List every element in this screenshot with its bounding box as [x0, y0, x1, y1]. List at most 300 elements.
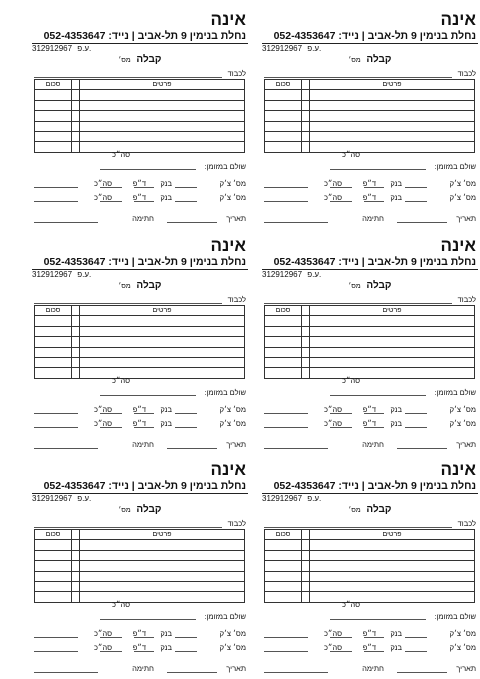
item-subunit-cell[interactable] — [72, 131, 80, 141]
item-row — [265, 368, 475, 378]
business-address: נחלת בנימין 9 תל-אביב | נייד: 052-4353647 — [273, 256, 476, 268]
item-subunit-cell[interactable] — [72, 316, 80, 326]
item-subunit-cell[interactable] — [302, 592, 310, 602]
check-number-label: מס׳ צ׳ק — [449, 643, 476, 652]
item-row — [35, 326, 245, 336]
item-details-cell[interactable] — [80, 357, 245, 367]
item-amount-cell[interactable] — [265, 347, 302, 357]
receipt-number-label: מס׳ — [348, 283, 361, 290]
item-amount-cell[interactable] — [265, 592, 302, 602]
item-subunit-cell[interactable] — [72, 540, 80, 550]
item-subunit-cell[interactable] — [302, 142, 310, 152]
item-subunit-cell[interactable] — [302, 111, 310, 121]
item-amount-cell[interactable] — [265, 142, 302, 152]
to-label: לכבוד — [457, 519, 476, 528]
to-field[interactable] — [34, 77, 222, 78]
check-sum-field[interactable] — [34, 201, 78, 202]
to-label: לכבוד — [457, 295, 476, 304]
item-details-cell[interactable] — [310, 326, 475, 336]
item-row — [265, 337, 475, 347]
check-sum-label: סה״כ — [93, 629, 112, 638]
item-subunit-cell[interactable] — [72, 100, 80, 110]
amount-column-header: סכום — [265, 80, 302, 90]
business-name: אינה — [440, 10, 476, 29]
receipt-number-label: מס׳ — [348, 507, 361, 514]
item-amount-cell[interactable] — [265, 357, 302, 367]
check-sum-field[interactable] — [34, 427, 78, 428]
item-amount-cell[interactable] — [35, 90, 72, 100]
receipt-heading — [262, 280, 478, 291]
business-id — [262, 494, 321, 503]
item-row — [35, 337, 245, 347]
item-amount-cell[interactable] — [35, 550, 72, 560]
item-subunit-cell[interactable] — [302, 90, 310, 100]
date-label: תאריך — [456, 664, 476, 673]
business-id-number: 312912967 — [262, 44, 303, 53]
signature-field[interactable] — [34, 448, 98, 449]
date-field[interactable] — [167, 222, 217, 223]
business-name: אינה — [210, 460, 246, 479]
item-row — [265, 100, 475, 110]
item-row — [35, 100, 245, 110]
bank-label: בנק — [160, 643, 172, 652]
bank-label: בנק — [390, 419, 402, 428]
business-id-label: ע.פ. — [307, 44, 322, 53]
item-details-cell[interactable] — [310, 316, 475, 326]
item-subunit-cell[interactable] — [72, 326, 80, 336]
paid-cash-label: שולם במזומן: — [434, 162, 476, 171]
item-subunit-cell[interactable] — [302, 121, 310, 131]
check-number-label: מס׳ צ׳ק — [219, 193, 246, 202]
business-address: נחלת בנימין 9 תל-אביב | נייד: 052-4353647 — [273, 480, 476, 492]
item-amount-cell[interactable] — [35, 368, 72, 378]
item-subunit-cell[interactable] — [302, 571, 310, 581]
check-number-field[interactable] — [175, 651, 197, 652]
date-label: תאריך — [226, 214, 246, 223]
item-details-cell[interactable] — [80, 121, 245, 131]
item-details-cell[interactable] — [80, 111, 245, 121]
date-label: תאריך — [226, 440, 246, 449]
item-subunit-cell[interactable] — [302, 316, 310, 326]
item-amount-cell[interactable] — [265, 316, 302, 326]
item-amount-cell[interactable] — [265, 90, 302, 100]
item-row — [35, 90, 245, 100]
item-subunit-cell[interactable] — [302, 326, 310, 336]
item-subunit-cell[interactable] — [72, 111, 80, 121]
to-field[interactable] — [264, 77, 452, 78]
check-sum-field[interactable] — [264, 201, 308, 202]
total-label: סה״כ — [111, 150, 130, 159]
bank-label: בנק — [160, 419, 172, 428]
item-amount-cell[interactable] — [35, 357, 72, 367]
check-number-field[interactable] — [175, 201, 197, 202]
check-number-label: מס׳ צ׳ק — [219, 643, 246, 652]
paid-cash-label: שולם במזומן: — [434, 612, 476, 621]
item-amount-cell[interactable] — [35, 571, 72, 581]
item-details-cell[interactable] — [310, 592, 475, 602]
paid-cash-field[interactable] — [330, 395, 426, 396]
check-sum-field[interactable] — [264, 427, 308, 428]
check-number-label: מס׳ צ׳ק — [449, 419, 476, 428]
item-details-cell[interactable] — [310, 571, 475, 581]
item-subunit-cell[interactable] — [302, 337, 310, 347]
check-number-label: מס׳ צ׳ק — [219, 419, 246, 428]
subunit-column-header — [302, 306, 310, 316]
item-details-cell[interactable] — [310, 337, 475, 347]
date-field[interactable] — [167, 672, 217, 673]
branch-label: ד״פ — [362, 405, 376, 414]
amount-column-header: סכום — [35, 80, 72, 90]
details-column-header: פרטים — [310, 306, 475, 316]
total-label: סה״כ — [341, 150, 360, 159]
item-subunit-cell[interactable] — [72, 90, 80, 100]
item-row — [265, 357, 475, 367]
check-sum-label: סה״כ — [323, 629, 342, 638]
item-subunit-cell[interactable] — [302, 368, 310, 378]
to-field[interactable] — [34, 303, 222, 304]
item-details-cell[interactable] — [310, 550, 475, 560]
check-number-label: מס׳ צ׳ק — [219, 405, 246, 414]
item-details-cell[interactable] — [310, 581, 475, 591]
receipt-number-label: מס׳ — [118, 283, 131, 290]
date-field[interactable] — [397, 222, 447, 223]
business-address: נחלת בנימין 9 תל-אביב | נייד: 052-4353647 — [43, 256, 246, 268]
item-subunit-cell[interactable] — [72, 368, 80, 378]
item-amount-cell[interactable] — [265, 571, 302, 581]
item-row — [35, 540, 245, 550]
check-number-field[interactable] — [405, 637, 427, 638]
check-number-field[interactable] — [405, 651, 427, 652]
receipt-number-label: מס׳ — [348, 57, 361, 64]
receipt-number-label: מס׳ — [118, 507, 131, 514]
item-subunit-cell[interactable] — [72, 347, 80, 357]
item-details-cell[interactable] — [80, 592, 245, 602]
item-details-cell[interactable] — [80, 550, 245, 560]
item-subunit-cell[interactable] — [72, 550, 80, 560]
item-amount-cell[interactable] — [265, 561, 302, 571]
check-number-label: מס׳ צ׳ק — [219, 629, 246, 638]
check-number-label: מס׳ צ׳ק — [449, 405, 476, 414]
check-number-field[interactable] — [405, 413, 427, 414]
paid-cash-label: שולם במזומן: — [204, 162, 246, 171]
paid-cash-field[interactable] — [100, 395, 196, 396]
details-column-header: פרטים — [310, 530, 475, 540]
check-number-field[interactable] — [175, 187, 197, 188]
item-amount-cell[interactable] — [265, 368, 302, 378]
bank-label: בנק — [160, 405, 172, 414]
check-number-field[interactable] — [175, 637, 197, 638]
item-subunit-cell[interactable] — [72, 142, 80, 152]
item-row — [265, 316, 475, 326]
business-id-number: 312912967 — [262, 494, 303, 503]
paid-cash-field[interactable] — [100, 619, 196, 620]
check-sum-label: סה״כ — [323, 179, 342, 188]
item-row — [35, 571, 245, 581]
item-subunit-cell[interactable] — [302, 561, 310, 571]
item-details-cell[interactable] — [310, 100, 475, 110]
receipt-heading — [32, 54, 248, 65]
item-amount-cell[interactable] — [35, 142, 72, 152]
item-subunit-cell[interactable] — [302, 540, 310, 550]
items-table — [264, 529, 475, 603]
check-sum-field[interactable] — [264, 413, 308, 414]
receipt — [32, 460, 248, 675]
item-details-cell[interactable] — [80, 368, 245, 378]
details-column-header: פרטים — [80, 306, 245, 316]
item-subunit-cell[interactable] — [72, 581, 80, 591]
check-sum-field[interactable] — [264, 637, 308, 638]
item-details-cell[interactable] — [80, 347, 245, 357]
check-number-field[interactable] — [405, 187, 427, 188]
check-number-field[interactable] — [175, 427, 197, 428]
item-amount-cell[interactable] — [35, 347, 72, 357]
item-amount-cell[interactable] — [35, 540, 72, 550]
item-subunit-cell[interactable] — [72, 561, 80, 571]
check-sum-label: סה״כ — [93, 193, 112, 202]
paid-cash-label: שולם במזומן: — [204, 612, 246, 621]
business-id-number: 312912967 — [32, 44, 73, 53]
item-row — [35, 581, 245, 591]
check-number-label: מס׳ צ׳ק — [449, 629, 476, 638]
check-sum-field[interactable] — [264, 651, 308, 652]
branch-label: ד״פ — [132, 629, 146, 638]
bank-label: בנק — [160, 629, 172, 638]
subunit-column-header — [72, 80, 80, 90]
business-id — [32, 44, 91, 53]
paid-cash-label: שולם במזומן: — [434, 388, 476, 397]
item-details-cell[interactable] — [310, 142, 475, 152]
to-label: לכבוד — [457, 69, 476, 78]
item-subunit-cell[interactable] — [302, 550, 310, 560]
item-subunit-cell[interactable] — [72, 592, 80, 602]
item-amount-cell[interactable] — [265, 326, 302, 336]
check-number-field[interactable] — [405, 201, 427, 202]
item-amount-cell[interactable] — [265, 121, 302, 131]
item-subunit-cell[interactable] — [302, 131, 310, 141]
total-label: סה״כ — [341, 376, 360, 385]
paid-cash-field[interactable] — [330, 619, 426, 620]
item-details-cell[interactable] — [80, 540, 245, 550]
item-row — [265, 326, 475, 336]
item-details-cell[interactable] — [310, 540, 475, 550]
item-subunit-cell[interactable] — [302, 347, 310, 357]
total-label: סה״כ — [341, 600, 360, 609]
item-details-cell[interactable] — [310, 131, 475, 141]
items-table — [264, 79, 475, 153]
item-subunit-cell[interactable] — [72, 357, 80, 367]
branch-label: ד״פ — [132, 405, 146, 414]
subunit-column-header — [72, 530, 80, 540]
item-row — [35, 111, 245, 121]
item-row — [35, 121, 245, 131]
item-subunit-cell[interactable] — [302, 357, 310, 367]
item-details-cell[interactable] — [80, 571, 245, 581]
item-amount-cell[interactable] — [265, 111, 302, 121]
date-field[interactable] — [167, 448, 217, 449]
to-field[interactable] — [264, 527, 452, 528]
item-details-cell[interactable] — [310, 561, 475, 571]
check-sum-field[interactable] — [34, 413, 78, 414]
business-id — [262, 270, 321, 279]
business-name: אינה — [440, 236, 476, 255]
signature-field[interactable] — [34, 222, 98, 223]
bank-label: בנק — [160, 179, 172, 188]
receipt-heading — [32, 504, 248, 515]
item-amount-cell[interactable] — [35, 121, 72, 131]
date-label: תאריך — [226, 664, 246, 673]
amount-column-header: סכום — [35, 306, 72, 316]
item-row — [35, 131, 245, 141]
item-amount-cell[interactable] — [35, 561, 72, 571]
details-column-header: פרטים — [310, 80, 475, 90]
item-amount-cell[interactable] — [265, 581, 302, 591]
receipt — [262, 236, 478, 451]
item-amount-cell[interactable] — [35, 316, 72, 326]
item-details-cell[interactable] — [80, 581, 245, 591]
check-sum-label: סה״כ — [93, 419, 112, 428]
item-details-cell[interactable] — [80, 100, 245, 110]
signature-field[interactable] — [264, 448, 328, 449]
item-details-cell[interactable] — [80, 316, 245, 326]
item-details-cell[interactable] — [80, 337, 245, 347]
check-sum-field[interactable] — [34, 651, 78, 652]
bank-label: בנק — [390, 643, 402, 652]
check-number-label: מס׳ צ׳ק — [219, 179, 246, 188]
total-label: סה״כ — [111, 600, 130, 609]
amount-column-header: סכום — [265, 530, 302, 540]
date-label: תאריך — [456, 440, 476, 449]
receipt-heading — [32, 280, 248, 291]
item-amount-cell[interactable] — [35, 111, 72, 121]
item-subunit-cell[interactable] — [72, 571, 80, 581]
item-details-cell[interactable] — [310, 90, 475, 100]
signature-field[interactable] — [264, 222, 328, 223]
item-details-cell[interactable] — [310, 368, 475, 378]
business-id-number: 312912967 — [32, 270, 73, 279]
item-row — [35, 550, 245, 560]
bank-label: בנק — [390, 405, 402, 414]
receipt-title: קבלה — [136, 504, 162, 515]
subunit-column-header — [72, 306, 80, 316]
item-subunit-cell[interactable] — [302, 100, 310, 110]
date-field[interactable] — [397, 672, 447, 673]
check-sum-field[interactable] — [34, 637, 78, 638]
item-subunit-cell[interactable] — [72, 121, 80, 131]
business-id-number: 312912967 — [262, 270, 303, 279]
receipt-title: קבלה — [366, 54, 392, 65]
paid-cash-field[interactable] — [100, 169, 196, 170]
check-number-field[interactable] — [175, 413, 197, 414]
bank-label: בנק — [160, 193, 172, 202]
check-sum-field[interactable] — [264, 187, 308, 188]
signature-label: חתימה — [362, 214, 384, 223]
item-details-cell[interactable] — [310, 357, 475, 367]
item-details-cell[interactable] — [310, 347, 475, 357]
item-row — [265, 592, 475, 602]
business-name: אינה — [210, 10, 246, 29]
item-row — [265, 347, 475, 357]
item-amount-cell[interactable] — [265, 337, 302, 347]
item-row — [265, 540, 475, 550]
item-row — [265, 90, 475, 100]
item-row — [35, 592, 245, 602]
item-amount-cell[interactable] — [35, 326, 72, 336]
branch-label: ד״פ — [362, 629, 376, 638]
date-field[interactable] — [397, 448, 447, 449]
receipt-number-label: מס׳ — [118, 57, 131, 64]
business-id-number: 312912967 — [32, 494, 73, 503]
item-amount-cell[interactable] — [35, 100, 72, 110]
item-subunit-cell[interactable] — [72, 337, 80, 347]
item-details-cell[interactable] — [80, 561, 245, 571]
to-field[interactable] — [34, 527, 222, 528]
bank-label: בנק — [390, 629, 402, 638]
branch-label: ד״פ — [132, 419, 146, 428]
branch-label: ד״פ — [132, 179, 146, 188]
check-number-label: מס׳ צ׳ק — [449, 193, 476, 202]
item-details-cell[interactable] — [310, 121, 475, 131]
signature-field[interactable] — [34, 672, 98, 673]
signature-label: חתימה — [132, 664, 154, 673]
to-label: לכבוד — [227, 295, 246, 304]
item-amount-cell[interactable] — [35, 337, 72, 347]
item-details-cell[interactable] — [80, 326, 245, 336]
check-sum-field[interactable] — [34, 187, 78, 188]
items-table — [34, 305, 245, 379]
check-number-field[interactable] — [405, 427, 427, 428]
item-amount-cell[interactable] — [35, 592, 72, 602]
items-table — [34, 79, 245, 153]
item-row — [265, 581, 475, 591]
item-row — [265, 142, 475, 152]
item-amount-cell[interactable] — [265, 540, 302, 550]
branch-label: ד״פ — [132, 193, 146, 202]
item-details-cell[interactable] — [80, 90, 245, 100]
bank-label: בנק — [390, 179, 402, 188]
item-details-cell[interactable] — [80, 142, 245, 152]
signature-label: חתימה — [362, 440, 384, 449]
item-amount-cell[interactable] — [265, 100, 302, 110]
item-row — [35, 316, 245, 326]
item-row — [35, 357, 245, 367]
subunit-column-header — [302, 80, 310, 90]
check-sum-label: סה״כ — [323, 419, 342, 428]
item-details-cell[interactable] — [310, 111, 475, 121]
item-amount-cell[interactable] — [35, 581, 72, 591]
item-details-cell[interactable] — [80, 131, 245, 141]
receipt — [262, 460, 478, 675]
item-amount-cell[interactable] — [35, 131, 72, 141]
receipt-title: קבלה — [366, 504, 392, 515]
item-amount-cell[interactable] — [265, 131, 302, 141]
check-sum-label: סה״כ — [323, 643, 342, 652]
signature-field[interactable] — [264, 672, 328, 673]
to-field[interactable] — [264, 303, 452, 304]
check-sum-label: סה״כ — [93, 179, 112, 188]
receipt-title: קבלה — [366, 280, 392, 291]
item-row — [35, 368, 245, 378]
business-address: נחלת בנימין 9 תל-אביב | נייד: 052-4353647 — [43, 480, 246, 492]
business-address: נחלת בנימין 9 תל-אביב | נייד: 052-4353647 — [273, 30, 476, 42]
item-subunit-cell[interactable] — [302, 581, 310, 591]
signature-label: חתימה — [132, 214, 154, 223]
check-sum-label: סה״כ — [93, 405, 112, 414]
details-column-header: פרטים — [80, 80, 245, 90]
item-amount-cell[interactable] — [265, 550, 302, 560]
paid-cash-field[interactable] — [330, 169, 426, 170]
item-row — [265, 121, 475, 131]
business-id — [32, 270, 91, 279]
